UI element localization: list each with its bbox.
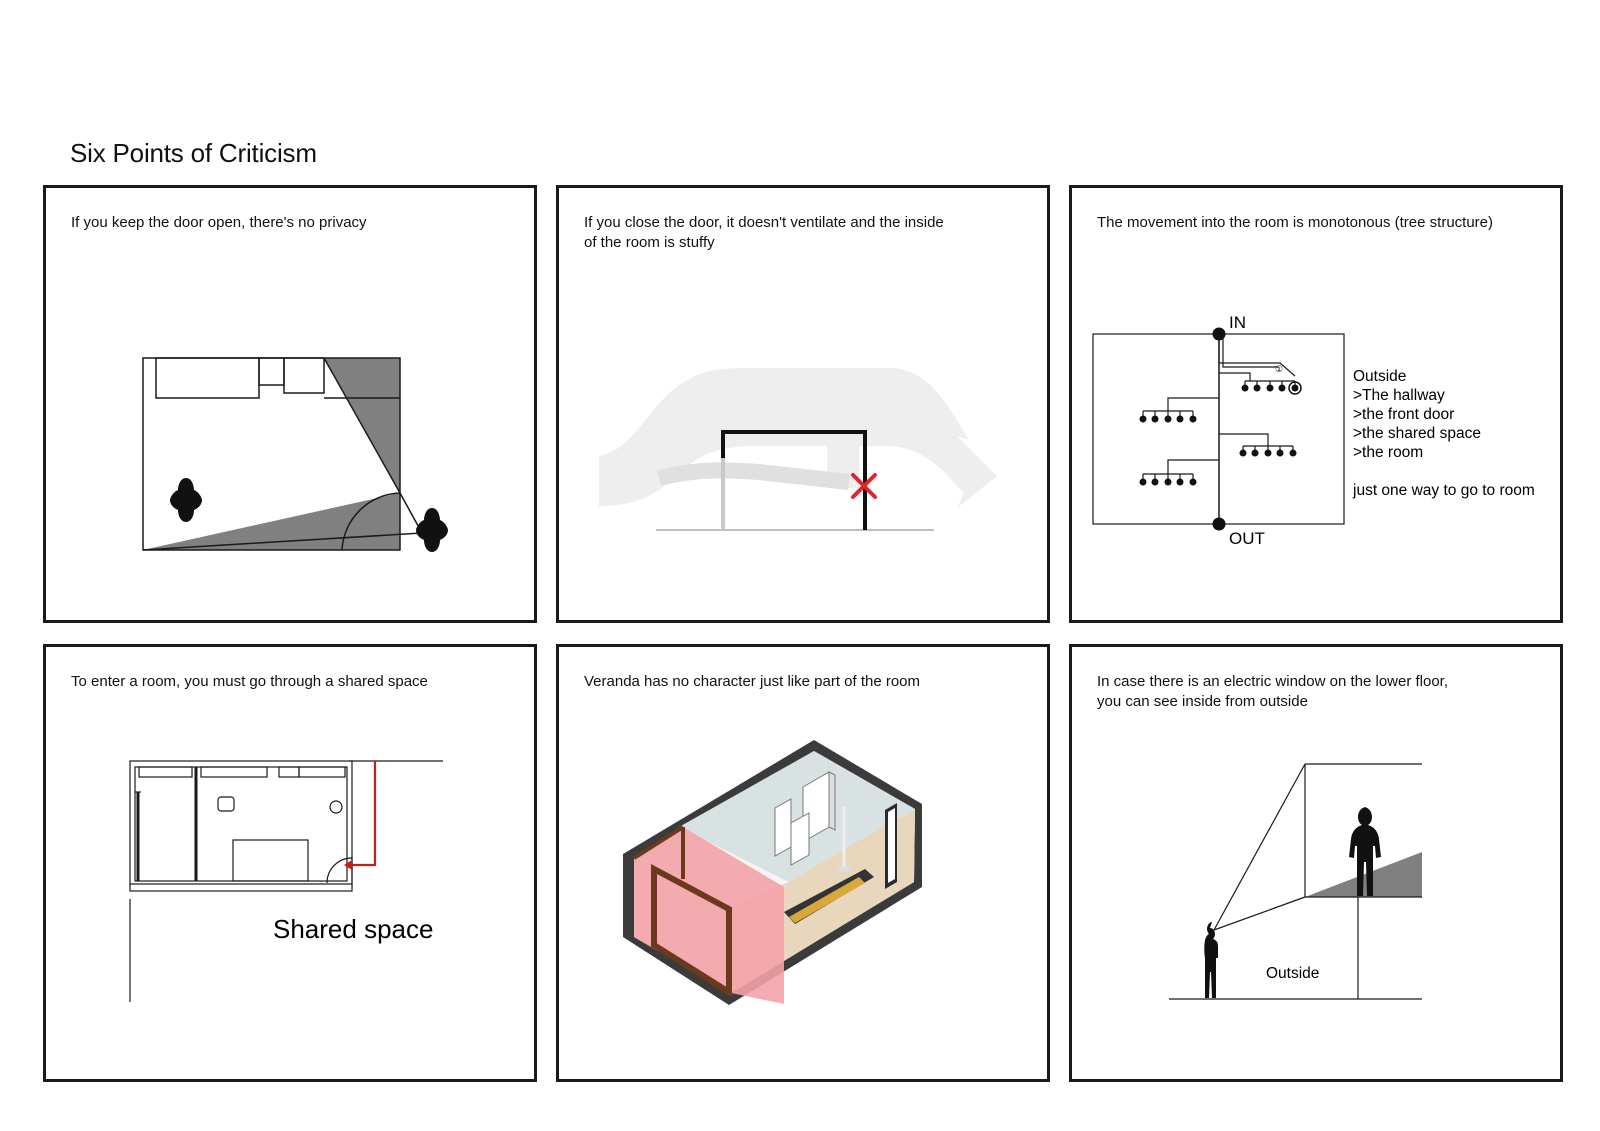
- route-description: [1352, 368, 1535, 499]
- shelf-unit: [775, 799, 791, 856]
- route-line: >the front door: [1353, 406, 1455, 423]
- airflow-inner: [659, 470, 849, 482]
- entry-route-arrow: [347, 761, 375, 865]
- room-nodes-2: [1140, 416, 1297, 486]
- branches: [1168, 373, 1268, 474]
- person-outside-icon: [1204, 922, 1218, 998]
- label-out: OUT: [1229, 529, 1265, 548]
- door-swing: [327, 858, 352, 883]
- panel-caption: If you keep the door open, there's no privacy: [71, 214, 367, 231]
- route-line: >the shared space: [1353, 425, 1481, 442]
- person-outside-icon: [416, 508, 448, 552]
- airflow-arrow: [599, 368, 997, 508]
- balcony-rail: [130, 884, 352, 891]
- panel-caption: The movement into the room is monotonous (tree structure): [1097, 214, 1494, 231]
- tree-structure-diagram: [1072, 188, 1560, 620]
- route-marker: ①: [1275, 364, 1284, 374]
- veranda-axonometric: [559, 647, 1047, 1079]
- route-line: >the room: [1353, 444, 1424, 461]
- page-title: Six Points of Criticism: [70, 138, 317, 168]
- panel-ventilation: [556, 185, 1050, 623]
- route-note: just one way to go to room: [1353, 482, 1535, 499]
- room-cluster-2: [1143, 411, 1293, 482]
- open-wall: [721, 456, 725, 530]
- panel-caption: In case there is an electric window on the lower floor, you can see inside from outside: [1097, 673, 1449, 710]
- panel-view-from-outside: [1069, 644, 1563, 1082]
- sightline-top: [1214, 764, 1305, 930]
- sightline-bottom: [1214, 897, 1305, 930]
- panel-veranda: [556, 644, 1050, 1082]
- panel-caption: To enter a room, you must go through a shared space: [71, 673, 428, 690]
- privacy-floor-plan: [46, 188, 534, 620]
- desk: [284, 358, 324, 393]
- outside-label: Outside: [1266, 965, 1320, 982]
- room-nodes-1: [1242, 385, 1286, 392]
- panel-privacy: [43, 185, 537, 623]
- person-inside-icon: [170, 478, 202, 522]
- room-plan-outer: [130, 761, 352, 887]
- route-line: Outside: [1353, 368, 1407, 385]
- panel-tree-structure: [1069, 185, 1563, 623]
- highlighted-route: [1219, 334, 1295, 376]
- bed: [233, 840, 308, 881]
- ventilation-section: [559, 188, 1047, 620]
- sightline-section: [1072, 647, 1560, 1079]
- shelf: [259, 358, 284, 385]
- shared-space-label: Shared space: [273, 914, 434, 944]
- panel-caption: If you close the door, it doesn't ventilate and the inside of the room is stuffy: [584, 214, 944, 251]
- exit-node-icon: [1213, 518, 1226, 531]
- wardrobe: [156, 358, 259, 398]
- panel-shared-space: [43, 644, 537, 1082]
- shared-space-plan: [46, 647, 534, 1079]
- panel-caption: Veranda has no character just like part of the room: [584, 673, 921, 690]
- chair-icon: [218, 797, 234, 811]
- fan-icon: [330, 801, 342, 813]
- label-in: IN: [1229, 313, 1246, 332]
- route-line: >The hallway: [1353, 387, 1445, 404]
